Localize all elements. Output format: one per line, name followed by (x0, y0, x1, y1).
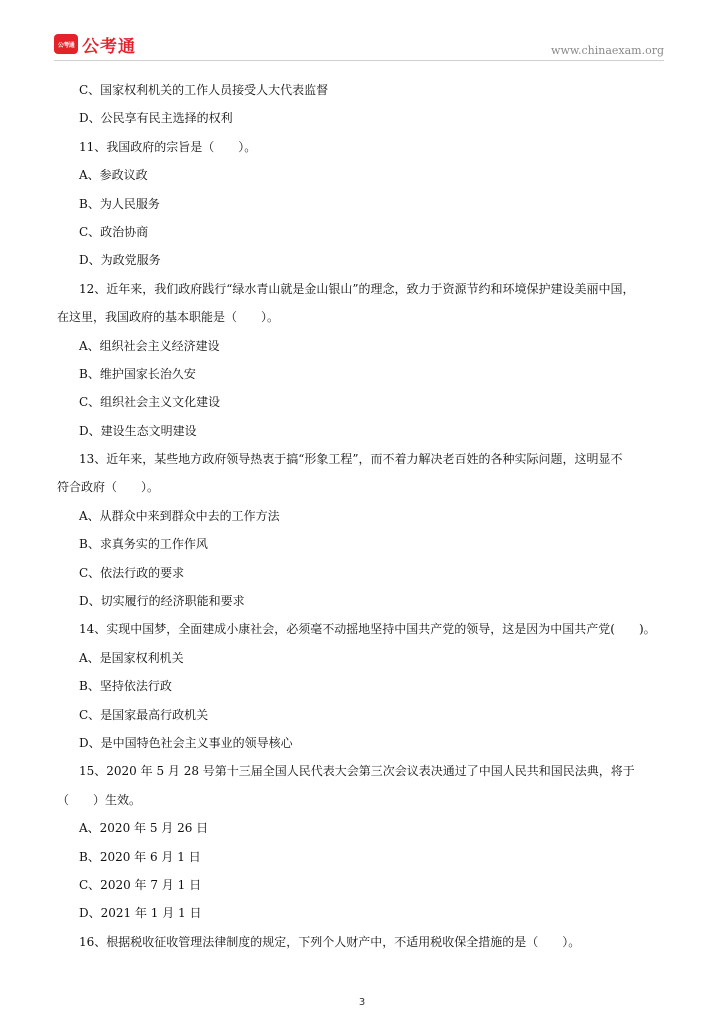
answer-option: B、维护国家长治久安 (79, 366, 196, 381)
answer-option: D、公民享有民主选择的权利 (79, 111, 233, 126)
question-text-continued: 符合政府（ ）。 (57, 480, 160, 495)
answer-option: B、求真务实的工作作风 (79, 537, 208, 552)
page-number: 3 (358, 997, 366, 1008)
answer-option: D、建设生态文明建设 (79, 423, 197, 438)
answer-option: A、从群众中来到群众中去的工作方法 (79, 508, 280, 523)
answer-option: D、是中国特色社会主义事业的领导核心 (79, 735, 293, 750)
answer-option: A、是国家权利机关 (79, 650, 184, 665)
site-url: www.chinaexam.org (551, 44, 664, 57)
answer-option: D、为政党服务 (79, 253, 161, 268)
document-body (57, 76, 667, 956)
answer-option: C、政治协商 (79, 224, 149, 239)
answer-option: C、是国家最高行政机关 (79, 707, 209, 722)
question-text-continued: 在这里，我国政府的基本职能是（ ）。 (57, 310, 280, 325)
answer-option: B、坚持依法行政 (79, 679, 172, 694)
answer-option: C、2020 年 7 月 1 日 (79, 877, 202, 892)
page-header (54, 33, 664, 63)
answer-option: C、组织社会主义文化建设 (79, 395, 221, 410)
question-text: 14、实现中国梦，全面建成小康社会，必须毫不动摇地坚持中国共产党的领导，这是因为中国共产党( )。 (79, 622, 656, 637)
answer-option: B、2020 年 6 月 1 日 (79, 849, 201, 864)
answer-option: C、依法行政的要求 (79, 565, 185, 580)
answer-option: A、参政议政 (79, 168, 148, 183)
question-text: 13、近年来，某些地方政府领导热衷于搞“形象工程”，而不着力解决老百姓的各种实际问题，这明显不 (79, 452, 623, 467)
brand-logo (54, 33, 136, 55)
answer-option: C、国家权利机关的工作人员接受人大代表监督 (79, 83, 329, 97)
answer-option: D、2021 年 1 月 1 日 (79, 906, 202, 921)
header-divider (54, 60, 664, 61)
question-text: 12、近年来，我们政府践行“绿水青山就是金山银山”的理念，致力于资源节约和环境保护建设美丽中国， (79, 281, 635, 296)
logo-badge: 公考通 (54, 34, 78, 54)
logo-wordmark: 公考通 (82, 36, 136, 57)
answer-option: A、组织社会主义经济建设 (79, 338, 220, 353)
answer-option: A、2020 年 5 月 26 日 (79, 821, 209, 836)
answer-option: D、切实履行的经济职能和要求 (79, 594, 245, 609)
answer-option: B、为人民服务 (79, 196, 160, 211)
question-text: 15、2020 年 5 月 28 号第十三届全国人民代表大会第三次会议表决通过了中国人民共和国民法典，将于 (79, 764, 635, 779)
question-text: 11、我国政府的宗旨是（ ）。 (79, 139, 257, 154)
question-text: 16、根据税收征收管理法律制度的规定，下列个人财产中，不适用税收保全措施的是（ ）。 (79, 934, 581, 949)
question-text-continued: （ ）生效。 (57, 792, 142, 807)
